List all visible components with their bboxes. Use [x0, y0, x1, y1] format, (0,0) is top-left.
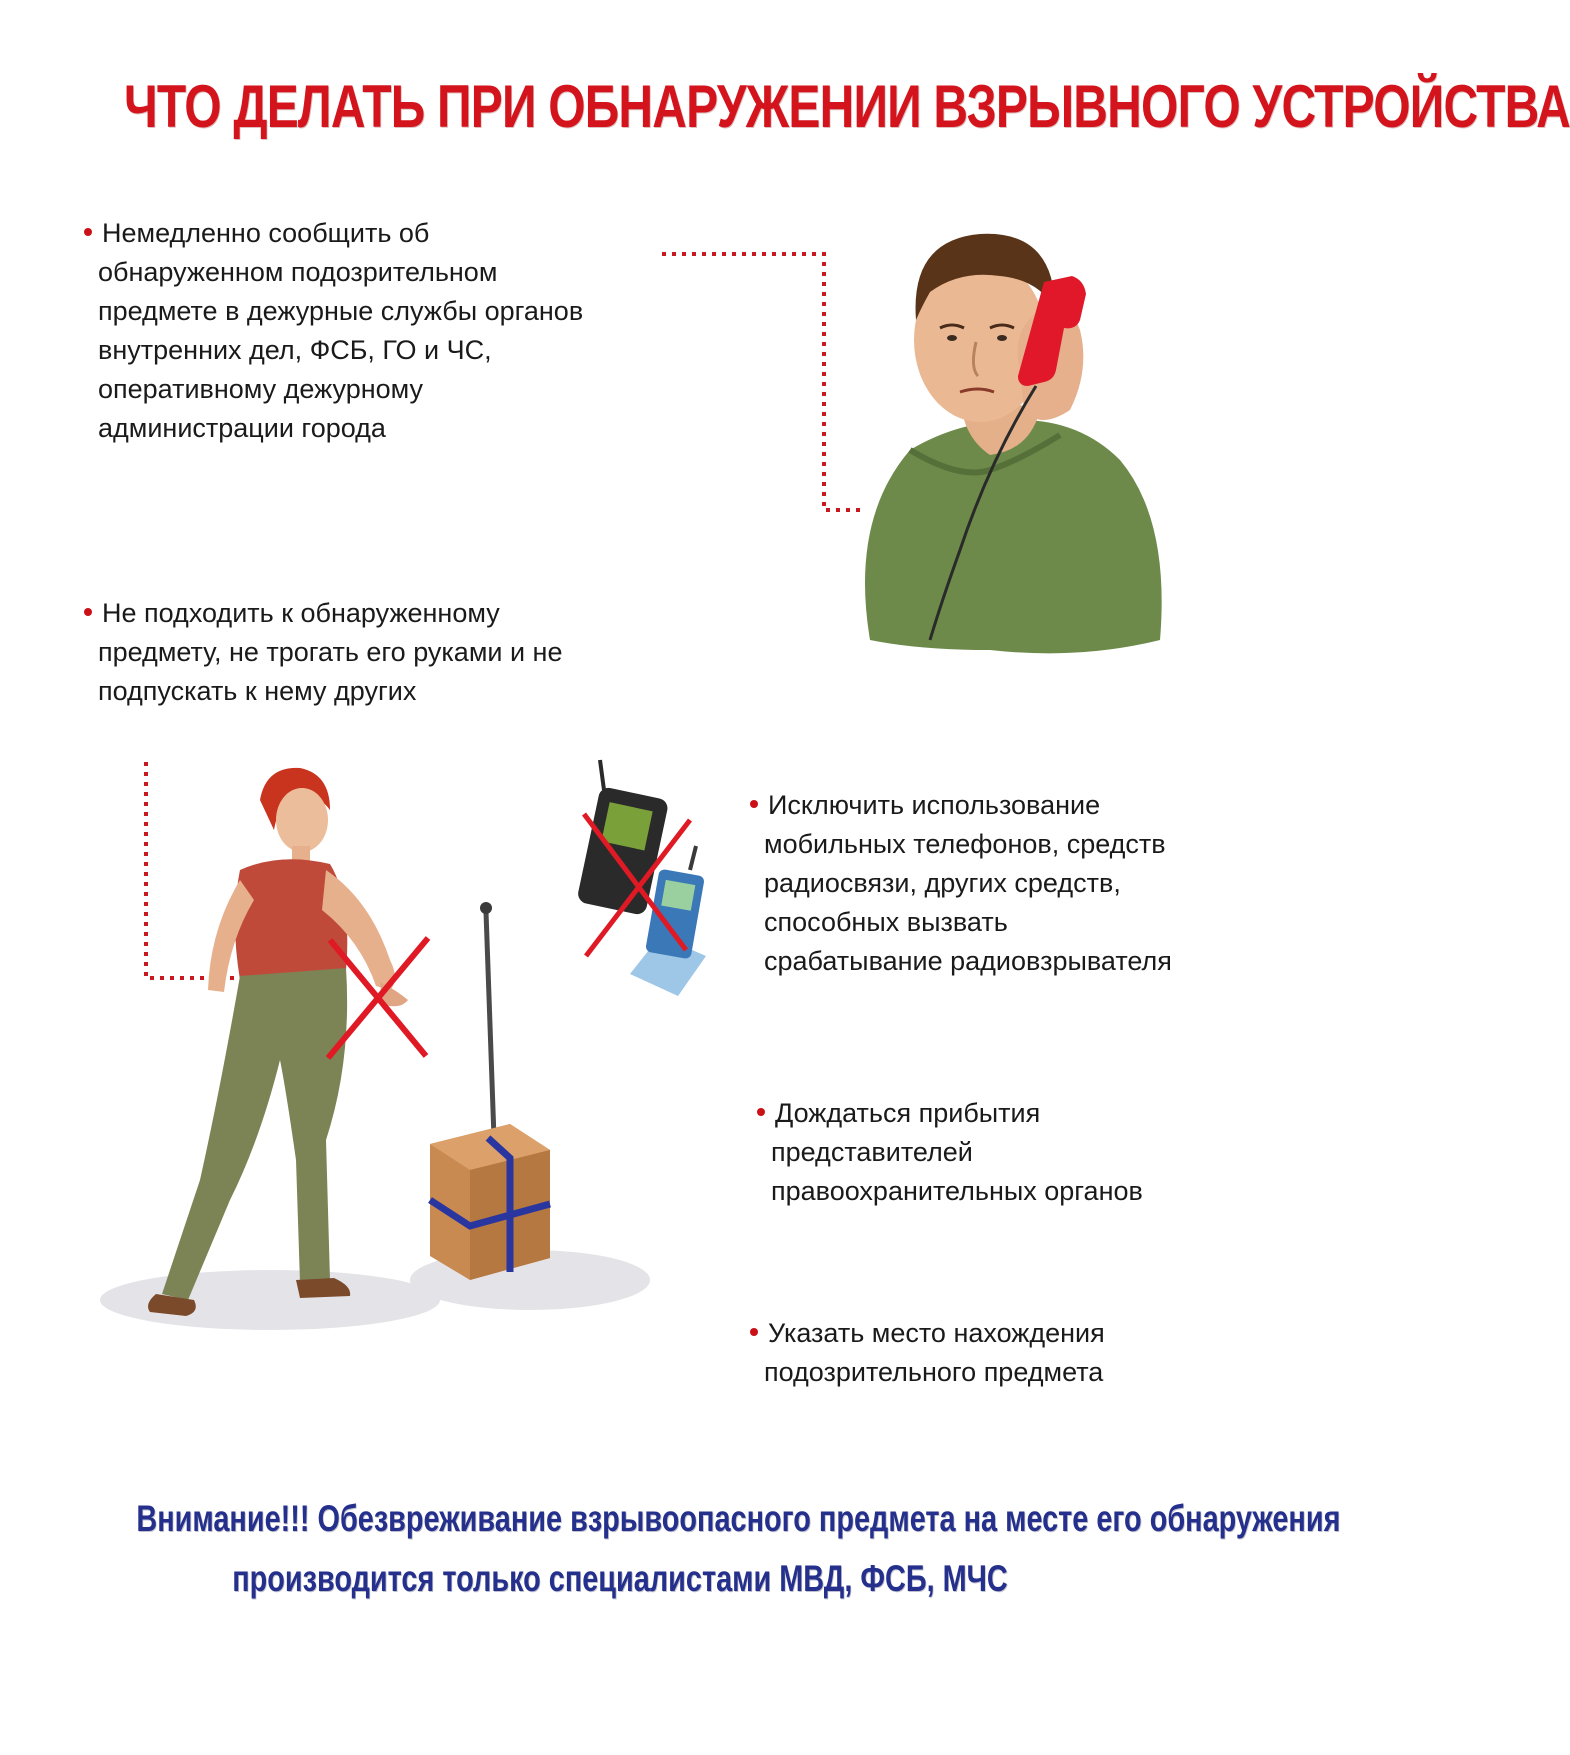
- instruction-line: подозрительного предмета: [764, 1357, 1104, 1387]
- poster-title-text: ЧТО ДЕЛАТЬ ПРИ ОБНАРУЖЕНИИ ВЗРЫВНОГО УСТРОЙСТВА: [124, 73, 1570, 140]
- poster-title: [124, 72, 1570, 141]
- bullet-dot-icon: [757, 1108, 765, 1116]
- crossed-devices-icon: [576, 760, 706, 996]
- instruction-line: Указать место нахождения: [768, 1318, 1105, 1348]
- dotted-connector-line: [662, 254, 860, 510]
- bullet-dot-icon: [84, 608, 92, 616]
- instruction-line: Не подходить к обнаруженному: [102, 598, 500, 628]
- instruction-line: правоохранительных органов: [771, 1176, 1143, 1206]
- instruction-line: предмете в дежурные службы органов: [98, 296, 584, 326]
- instruction-2: [84, 594, 562, 711]
- instruction-line: предмету, не трогать его руками и не: [98, 637, 563, 667]
- bullet-dot-icon: [750, 1328, 758, 1336]
- woman-reaching-icon: [148, 768, 408, 1316]
- woman-package-illustration: [90, 760, 730, 1360]
- instruction-line: срабатывание радиовзрывателя: [764, 946, 1172, 976]
- instruction-line: мобильных телефонов, средств: [764, 829, 1166, 859]
- instruction-line: оперативному дежурному: [98, 374, 424, 404]
- man-calling-icon: [865, 234, 1162, 654]
- instruction-4: [757, 1094, 1143, 1211]
- warning-text-2: производится только специалистами МВД, ФСБ, МЧС: [232, 1558, 1008, 1599]
- suspicious-package-icon: [430, 902, 550, 1280]
- instruction-line: подпускать к нему других: [98, 676, 417, 706]
- instruction-line: способных вызвать: [764, 907, 1008, 937]
- warning-line-2: [136, 1558, 1103, 1600]
- man-phone-illustration: [660, 220, 1180, 690]
- instruction-3: [750, 786, 1172, 981]
- instruction-line: Дождаться прибытия: [775, 1098, 1041, 1128]
- instruction-line: внутренних дел, ФСБ, ГО и ЧС,: [98, 335, 492, 365]
- instruction-1: [84, 214, 583, 448]
- instruction-line: Исключить использование: [768, 790, 1101, 820]
- instruction-line: радиосвязи, других средств,: [764, 868, 1121, 898]
- instruction-line: представителей: [771, 1137, 973, 1167]
- bullet-dot-icon: [84, 228, 92, 236]
- warning-line-1: [136, 1498, 1341, 1540]
- instruction-line: Немедленно сообщить об: [102, 218, 430, 248]
- warning-text-1: Внимание!!! Обезвреживание взрывоопасного предмета на месте его обнаружения: [136, 1498, 1341, 1539]
- instruction-line: обнаруженном подозрительном: [98, 257, 498, 287]
- instruction-line: администрации города: [98, 413, 386, 443]
- bullet-dot-icon: [750, 800, 758, 808]
- instruction-5: [750, 1314, 1105, 1392]
